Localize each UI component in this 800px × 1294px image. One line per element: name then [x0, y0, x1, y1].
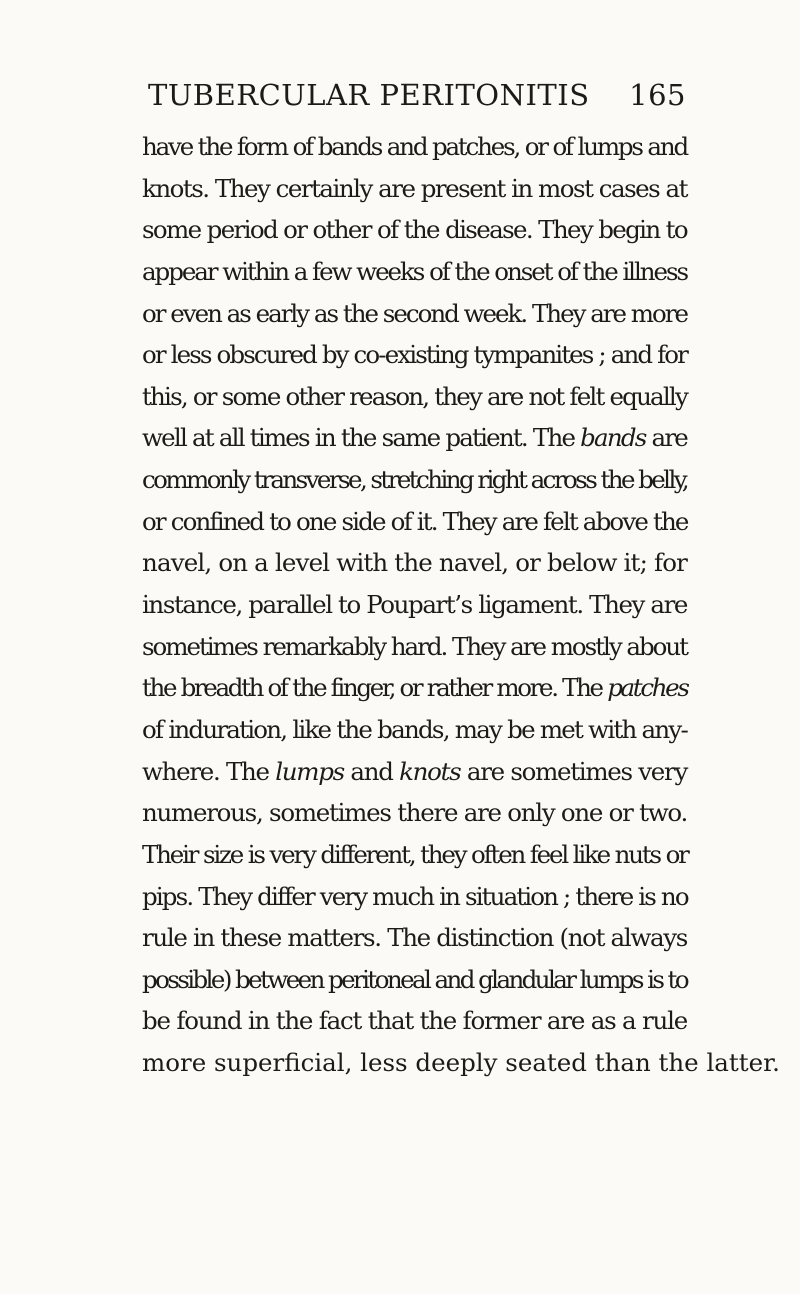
text-line: appear within a few weeks of the onset of the illness: [142, 256, 687, 286]
text-line: where. The lumps and knots are sometimes very: [142, 756, 687, 786]
text-line: knots. They certainly are present in most cases at: [142, 173, 687, 203]
text-line: more superficial, less deeply seated than the latter.: [142, 1048, 780, 1078]
text-line: rule in these matters. The distinction (not always: [142, 923, 687, 953]
text-line: some period or other of the disease. They begin to: [142, 215, 687, 245]
text-line: Their size is very different, they often feel like nuts or: [142, 839, 688, 869]
running-header: [148, 78, 686, 118]
text-line: this, or some other reason, they are not felt equally: [142, 381, 687, 411]
emphasis-patches: patches: [607, 673, 688, 703]
text-line: commonly transverse, stretching right across the belly,: [142, 465, 687, 495]
emphasis-bands: bands: [580, 423, 646, 453]
text-line: sometimes remarkably hard. They are mostly about: [142, 631, 687, 661]
emphasis-lumps: lumps: [275, 756, 344, 786]
text-line: have the form of bands and patches, or of lumps and: [142, 132, 687, 161]
text-line: possible) between peritoneal and glandular lumps is to: [142, 964, 687, 994]
body-paragraph: [142, 126, 780, 1084]
text-line: numerous, sometimes there are only one or two.: [142, 798, 687, 828]
text-line: navel, on a level with the navel, or below it; for: [142, 548, 687, 578]
text-line: or even as early as the second week. They are more: [142, 298, 687, 328]
text-line: the breadth of the finger, or rather more. The patches: [142, 673, 688, 703]
emphasis-knots: knots: [399, 756, 461, 786]
text-line: instance, parallel to Poupart’s ligament. They are: [142, 590, 687, 620]
page-number: 165: [629, 78, 686, 112]
text-line: or less obscured by co-existing tympanites ; and for: [142, 340, 687, 370]
text-line: well at all times in the same patient. The bands are: [142, 423, 687, 453]
running-title: TUBERCULAR PERITONITIS: [148, 78, 590, 112]
text-line: be found in the fact that the former are as a rule: [142, 1006, 687, 1036]
text-line: pips. They differ very much in situation ; there is no: [142, 881, 688, 911]
text-line: of induration, like the bands, may be met with any-: [142, 714, 687, 744]
text-line: or confined to one side of it. They are felt above the: [142, 506, 688, 536]
